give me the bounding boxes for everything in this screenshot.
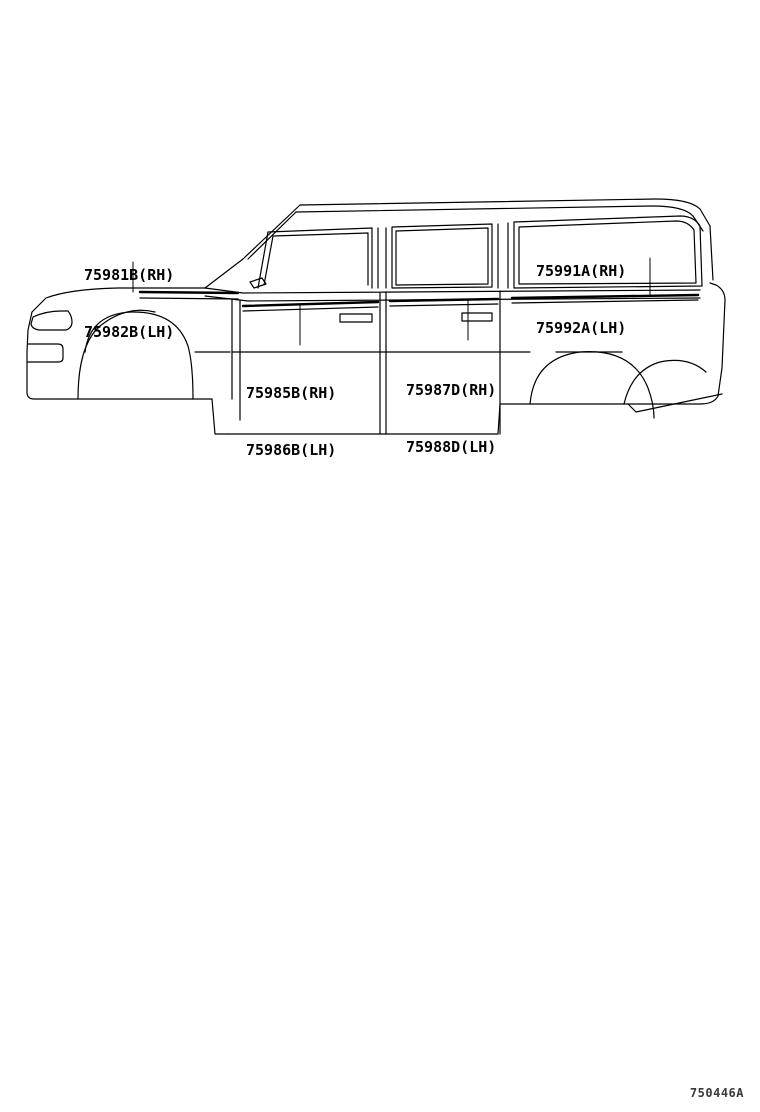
callout-line-lh: 75988D(LH) <box>406 438 497 456</box>
front-door-window <box>258 228 372 288</box>
headlamp <box>31 311 72 330</box>
callout-line-rh: 75987D(RH) <box>406 381 497 399</box>
callout-line-rh: 75981B(RH) <box>84 266 175 284</box>
rear-door-window-inner <box>396 228 488 285</box>
roof-line-inner <box>296 206 703 231</box>
moulding-rear-door-lower-edge <box>390 304 498 306</box>
moulding-front-door-lower-edge <box>243 307 378 311</box>
callout-line-rh: 75991A(RH) <box>536 262 627 280</box>
side-mirror <box>250 278 266 288</box>
figure-code: 750446A <box>689 1086 744 1100</box>
rear-wheel-arch-inner <box>624 360 706 404</box>
rocker-rear <box>498 404 608 434</box>
callout-75987d-75988d <box>406 343 496 495</box>
a-pillar-outer <box>205 205 300 288</box>
callout-line-lh: 75982B(LH) <box>84 323 175 341</box>
rear-door-window <box>392 224 492 288</box>
callout-line-lh: 75992A(LH) <box>536 319 627 337</box>
front-door-window-inner <box>264 233 368 285</box>
rear-door-handle <box>462 313 492 321</box>
front-grille <box>28 344 63 362</box>
front-door-sill-step <box>212 399 228 434</box>
front-bumper-lower <box>27 352 64 399</box>
moulding-front-door-75985 <box>243 302 378 306</box>
callout-line-rh: 75985B(RH) <box>246 384 337 402</box>
front-door-handle <box>340 314 372 322</box>
rear-pillar-outer <box>710 226 713 280</box>
callout-75985b-75986b <box>246 346 336 498</box>
rear-end-outer <box>710 283 725 368</box>
callout-75981b-75982b <box>84 228 174 380</box>
callout-line-lh: 75986B(LH) <box>246 441 337 459</box>
moulding-rear-door-75987 <box>390 299 498 301</box>
callout-75991a-75992a <box>536 224 626 376</box>
